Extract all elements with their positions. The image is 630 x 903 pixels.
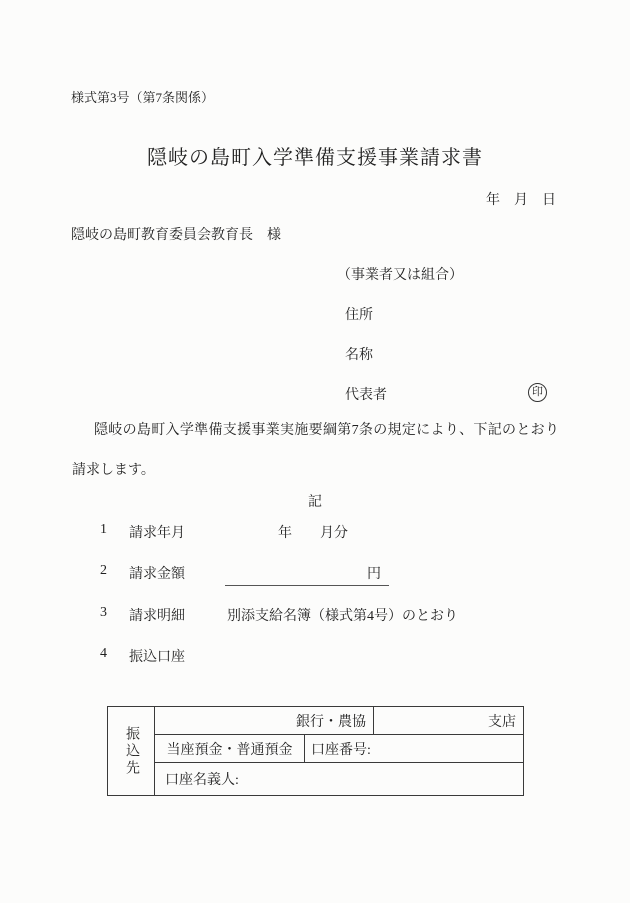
applicant-group-label: （事業者又は組合）: [337, 268, 463, 283]
table-row-bank: [155, 707, 523, 735]
body-paragraph: 隠岐の島町入学準備支援事業実施要綱第7条の規定により、下記のとおり請求します。: [72, 423, 559, 478]
date-line: 年 月 日: [486, 193, 556, 208]
item-number: 2: [100, 563, 107, 578]
item-label: 請求明細: [129, 609, 185, 624]
table-row-account: [155, 735, 523, 763]
form-number: 様式第3号（第7条関係）: [71, 90, 215, 105]
item-label: 振込口座: [129, 650, 185, 665]
applicant-representative-label: 代表者: [345, 388, 387, 403]
applicant-address-label: 住所: [345, 308, 373, 323]
item-billing-amount: [0, 563, 630, 587]
table-row-header-cell: [108, 707, 155, 795]
addressee-line: 隠岐の島町教育委員会教育長 様: [71, 228, 281, 243]
bank-name-cell: 銀行・農協: [155, 707, 374, 734]
record-heading: 記: [308, 495, 322, 510]
item-value: 年 月分: [278, 526, 348, 541]
seal-icon: 印: [528, 383, 547, 402]
item-value: 別添支給名簿（様式第4号）のとおり: [227, 609, 458, 624]
item-label: 請求年月: [129, 526, 185, 541]
item-label: 請求金額: [129, 567, 185, 582]
page-title: 隠岐の島町入学準備支援事業請求書: [147, 147, 483, 169]
applicant-name-label: 名称: [345, 348, 373, 363]
item-transfer-account: [0, 646, 630, 670]
item-number: 4: [100, 646, 107, 661]
item-billing-detail: [0, 605, 630, 629]
table-body: [155, 707, 523, 795]
item-number: 3: [100, 605, 107, 620]
account-holder-cell: 口座名義人:: [165, 773, 239, 788]
account-type-cell: 当座預金・普通預金: [155, 735, 305, 762]
account-number-cell: 口座番号:: [311, 742, 371, 758]
transfer-account-table: [107, 706, 524, 796]
item-number: 1: [100, 522, 107, 537]
table-row-holder: [155, 763, 523, 795]
transfer-destination-label: 振込先: [124, 725, 139, 777]
amount-underline-field: 円: [225, 563, 389, 586]
item-billing-period: [0, 522, 630, 546]
branch-name-cell: 支店: [488, 714, 516, 730]
